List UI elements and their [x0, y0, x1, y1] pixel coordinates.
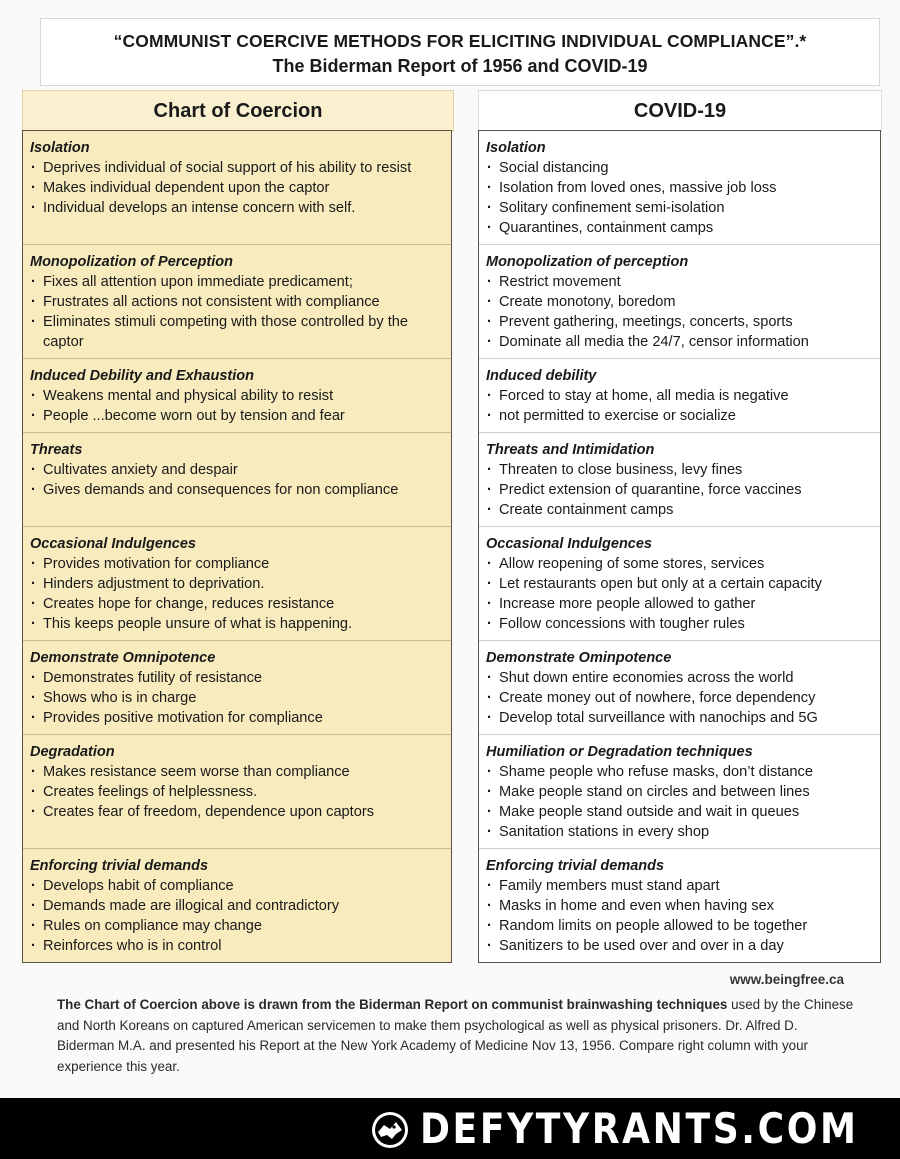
coercion-list-item: · Demonstrates futility of resistance — [30, 668, 445, 688]
coercion-list-item: · Provides motivation for compliance — [30, 554, 445, 574]
right-column-header: COVID-19 — [478, 90, 882, 132]
coercion-section-title: Enforcing trivial demands — [30, 858, 209, 874]
covid-item-list — [486, 762, 874, 842]
coercion-section — [23, 641, 451, 735]
covid-section-title: Occasional Indulgences — [486, 536, 652, 552]
covid-list-item: · Solitary confinement semi-isolation — [486, 198, 874, 218]
coercion-column — [22, 130, 452, 963]
covid-list-item: · Develop total surveillance with nanochips and 5G — [486, 708, 874, 728]
coercion-list-item: · Eliminates stimuli competing with those controlled by the captor — [30, 312, 445, 352]
coercion-section — [23, 245, 451, 359]
covid-list-item: · Make people stand outside and wait in queues — [486, 802, 874, 822]
covid-section — [479, 527, 880, 641]
covid-list-item: · Random limits on people allowed to be together — [486, 916, 874, 936]
coercion-list-item: · People ...become worn out by tension and fear — [30, 406, 445, 426]
covid-list-item: · Make people stand on circles and between lines — [486, 782, 874, 802]
coercion-section — [23, 849, 451, 962]
covid-list-item: · Shame people who refuse masks, don’t distance — [486, 762, 874, 782]
main-title: “COMMUNIST COERCIVE METHODS FOR ELICITING INDIVIDUAL COMPLIANCE”.* — [113, 31, 807, 51]
covid-list-item: · Isolation from loved ones, massive job loss — [486, 178, 874, 198]
coercion-section-title: Monopolization of Perception — [30, 254, 233, 270]
covid-section-title: Enforcing trivial demands — [486, 858, 665, 874]
coercion-section-title: Isolation — [30, 140, 90, 156]
covid-section — [479, 131, 880, 245]
coercion-list-item: · Creates feelings of helplessness. — [30, 782, 445, 802]
coercion-section-title: Occasional Indulgences — [30, 536, 196, 552]
covid-column — [478, 130, 881, 963]
covid-item-list — [486, 876, 874, 956]
covid-section — [479, 641, 880, 735]
coercion-list-item: · Reinforces who is in control — [30, 936, 445, 956]
coercion-list-item: · Creates fear of freedom, dependence upon captors — [30, 802, 445, 822]
brand-banner — [0, 1098, 900, 1159]
covid-section — [479, 849, 880, 962]
coercion-list-item: · Makes individual dependent upon the captor — [30, 178, 445, 198]
coercion-section-title: Threats — [30, 442, 83, 458]
coercion-list-item: · Makes resistance seem worse than compliance — [30, 762, 445, 782]
covid-item-list — [486, 460, 874, 520]
covid-list-item: · Increase more people allowed to gather — [486, 594, 874, 614]
covid-list-item: · Family members must stand apart — [486, 876, 874, 896]
brand-name: DEFYTYRANTS.COM — [420, 1104, 859, 1153]
covid-list-item: · not permitted to exercise or socialize — [486, 406, 874, 426]
coercion-section — [23, 359, 451, 433]
covid-list-item: · Threaten to close business, levy fines — [486, 460, 874, 480]
coercion-list-item: · Develops habit of compliance — [30, 876, 445, 896]
coercion-section-title: Demonstrate Omnipotence — [30, 650, 216, 666]
covid-list-item: · Create money out of nowhere, force dependency — [486, 688, 874, 708]
coercion-list-item: · Fixes all attention upon immediate predicament; — [30, 272, 445, 292]
coercion-item-list — [30, 876, 445, 956]
coercion-item-list — [30, 460, 445, 500]
coercion-list-item: · Gives demands and consequences for non compliance — [30, 480, 445, 500]
coercion-list-item: · Cultivates anxiety and despair — [30, 460, 445, 480]
covid-list-item: · Allow reopening of some stores, services — [486, 554, 874, 574]
coercion-item-list — [30, 668, 445, 728]
covid-list-item: · Prevent gathering, meetings, concerts, sports — [486, 312, 874, 332]
coercion-list-item: · Rules on compliance may change — [30, 916, 445, 936]
covid-list-item: · Create monotony, boredom — [486, 292, 874, 312]
coercion-list-item: · Creates hope for change, reduces resistance — [30, 594, 445, 614]
covid-list-item: · Masks in home and even when having sex — [486, 896, 874, 916]
covid-section-title: Humiliation or Degradation techniques — [486, 744, 753, 760]
covid-item-list — [486, 554, 874, 634]
covid-section-title: Induced debility — [486, 368, 597, 384]
covid-item-list — [486, 668, 874, 728]
coercion-list-item: · Frustrates all actions not consistent with compliance — [30, 292, 445, 312]
coercion-item-list — [30, 554, 445, 634]
covid-section-title: Monopolization of perception — [486, 254, 689, 270]
covid-list-item: · Social distancing — [486, 158, 874, 178]
covid-list-item: · Create containment camps — [486, 500, 874, 520]
coercion-item-list — [30, 386, 445, 426]
covid-list-item: · Predict extension of quarantine, force vaccines — [486, 480, 874, 500]
title-box — [40, 18, 880, 86]
coercion-item-list — [30, 158, 445, 218]
coercion-list-item: · Individual develops an intense concern with self. — [30, 198, 445, 218]
covid-list-item: · Quarantines, containment camps — [486, 218, 874, 238]
covid-list-item: · Let restaurants open but only at a certain capacity — [486, 574, 874, 594]
subtitle: The Biderman Report of 1956 and COVID-19 — [272, 56, 648, 76]
footnote-bold: The Chart of Coercion above is drawn from the Biderman Report on communist brainwashing techniques — [57, 997, 728, 1012]
covid-list-item: · Shut down entire economies across the world — [486, 668, 874, 688]
covid-item-list — [486, 386, 874, 426]
covid-section — [479, 735, 880, 849]
coercion-list-item: · Deprives individual of social support of his ability to resist — [30, 158, 445, 178]
coercion-list-item: · Shows who is in charge — [30, 688, 445, 708]
covid-section-title: Demonstrate Ominpotence — [486, 650, 672, 666]
covid-list-item: · Restrict movement — [486, 272, 874, 292]
source-url: www.beingfree.ca — [729, 972, 844, 987]
covid-list-item: · Sanitizers to be used over and over in a day — [486, 936, 874, 956]
footnote — [57, 995, 857, 1077]
left-column-header: Chart of Coercion — [22, 90, 454, 132]
coercion-list-item: · Demands made are illogical and contradictory — [30, 896, 445, 916]
coercion-section — [23, 735, 451, 849]
eagle-emblem-icon — [370, 1110, 410, 1150]
covid-section — [479, 359, 880, 433]
covid-section-title: Isolation — [486, 140, 546, 156]
covid-item-list — [486, 272, 874, 352]
coercion-list-item: · Weakens mental and physical ability to resist — [30, 386, 445, 406]
coercion-item-list — [30, 272, 445, 352]
covid-section — [479, 245, 880, 359]
coercion-list-item: · Hinders adjustment to deprivation. — [30, 574, 445, 594]
covid-list-item: · Sanitation stations in every shop — [486, 822, 874, 842]
coercion-section-title: Degradation — [30, 744, 115, 760]
coercion-section — [23, 433, 451, 527]
covid-list-item: · Follow concessions with tougher rules — [486, 614, 874, 634]
coercion-item-list — [30, 762, 445, 822]
covid-section — [479, 433, 880, 527]
coercion-section — [23, 131, 451, 245]
covid-list-item: · Dominate all media the 24/7, censor information — [486, 332, 874, 352]
covid-item-list — [486, 158, 874, 238]
coercion-list-item: · This keeps people unsure of what is happening. — [30, 614, 445, 634]
covid-list-item: · Forced to stay at home, all media is negative — [486, 386, 874, 406]
coercion-list-item: · Provides positive motivation for compliance — [30, 708, 445, 728]
coercion-section — [23, 527, 451, 641]
coercion-section-title: Induced Debility and Exhaustion — [30, 368, 254, 384]
covid-section-title: Threats and Intimidation — [486, 442, 655, 458]
footnote-text: used by the Chinese and North Koreans on captured American servicemen to make them psychological as well as physical prisoners. Dr. Alfred D. Biderman M.A. and presented his Report at the New York Academy of Medicine Nov 13, 1956. Compare right column with your experience this year. — [57, 997, 854, 1074]
